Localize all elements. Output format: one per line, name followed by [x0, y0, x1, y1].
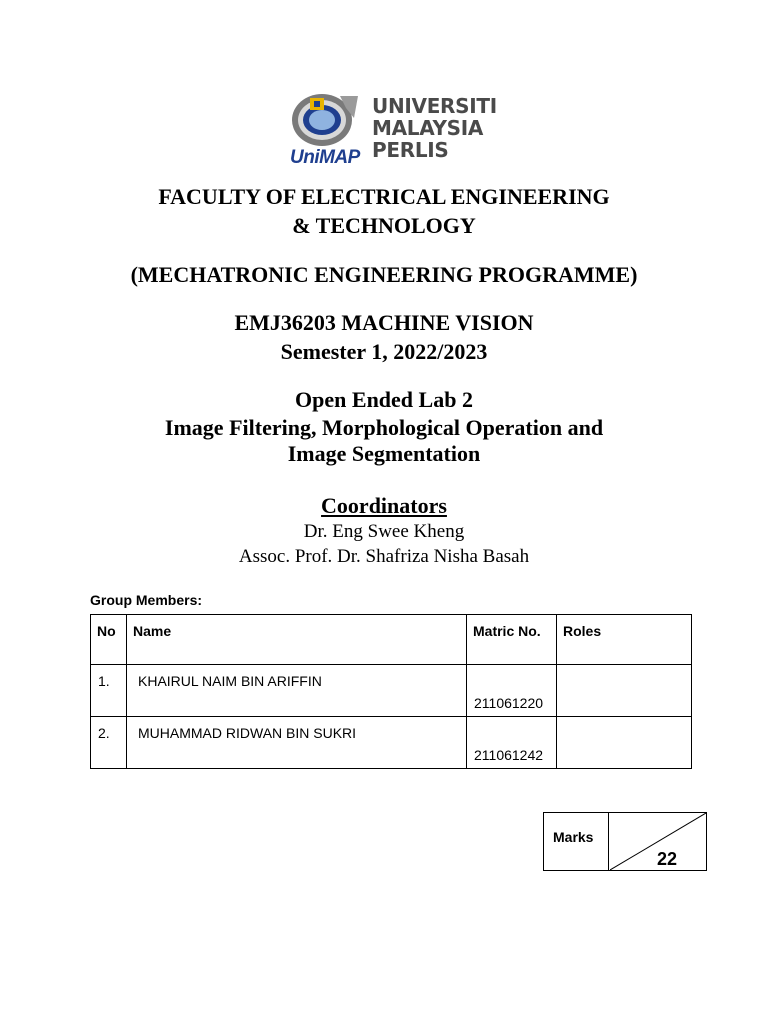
cell-no: 2.: [91, 717, 127, 769]
cell-role: [557, 665, 692, 717]
logo-unimap-wordmark: UniMAP: [290, 147, 360, 168]
group-members-label: Group Members:: [90, 592, 203, 608]
cell-no: 1.: [91, 665, 127, 717]
marks-value: 22: [657, 849, 678, 869]
marks-box: [543, 812, 707, 871]
lab-title: Open Ended Lab 2: [295, 387, 473, 412]
cell-matric: 211061220: [467, 665, 557, 717]
table-header-row: [91, 615, 692, 665]
column-header-no: No: [91, 615, 127, 665]
column-header-name: Name: [127, 615, 467, 665]
coordinator-name: Dr. Eng Swee Kheng: [303, 521, 465, 542]
coordinators-heading: Coordinators: [321, 493, 447, 518]
course-title: EMJ36203 MACHINE VISION: [234, 310, 534, 335]
cell-name: KHAIRUL NAIM BIN ARIFFIN: [127, 665, 467, 717]
table-row: [91, 665, 692, 717]
logo-line: UNIVERSITI: [372, 94, 497, 118]
logo-university-name: [372, 94, 497, 162]
topic-line2: Image Segmentation: [287, 441, 481, 466]
column-header-roles: Roles: [557, 615, 692, 665]
group-members-table: [90, 614, 692, 769]
faculty-title-line1: FACULTY OF ELECTRICAL ENGINEERING: [158, 184, 610, 209]
faculty-title-line2: & TECHNOLOGY: [292, 213, 476, 238]
cell-matric: 211061242: [467, 717, 557, 769]
topic-line1: Image Filtering, Morphological Operation and: [164, 415, 604, 440]
marks-label: Marks: [544, 813, 609, 870]
cell-role: [557, 717, 692, 769]
logo-line: MALAYSIA: [372, 116, 484, 140]
coordinator-name: Assoc. Prof. Dr. Shafriza Nisha Basah: [238, 546, 530, 567]
unimap-emblem-icon: [288, 88, 360, 150]
university-logo: [288, 88, 497, 172]
semester-title: Semester 1, 2022/2023: [280, 339, 488, 364]
cell-name: MUHAMMAD RIDWAN BIN SUKRI: [127, 717, 467, 769]
logo-line: PERLIS: [372, 138, 449, 162]
column-header-matric: Matric No.: [467, 615, 557, 665]
table-row: [91, 717, 692, 769]
programme-title: (MECHATRONIC ENGINEERING PROGRAMME): [130, 262, 638, 287]
